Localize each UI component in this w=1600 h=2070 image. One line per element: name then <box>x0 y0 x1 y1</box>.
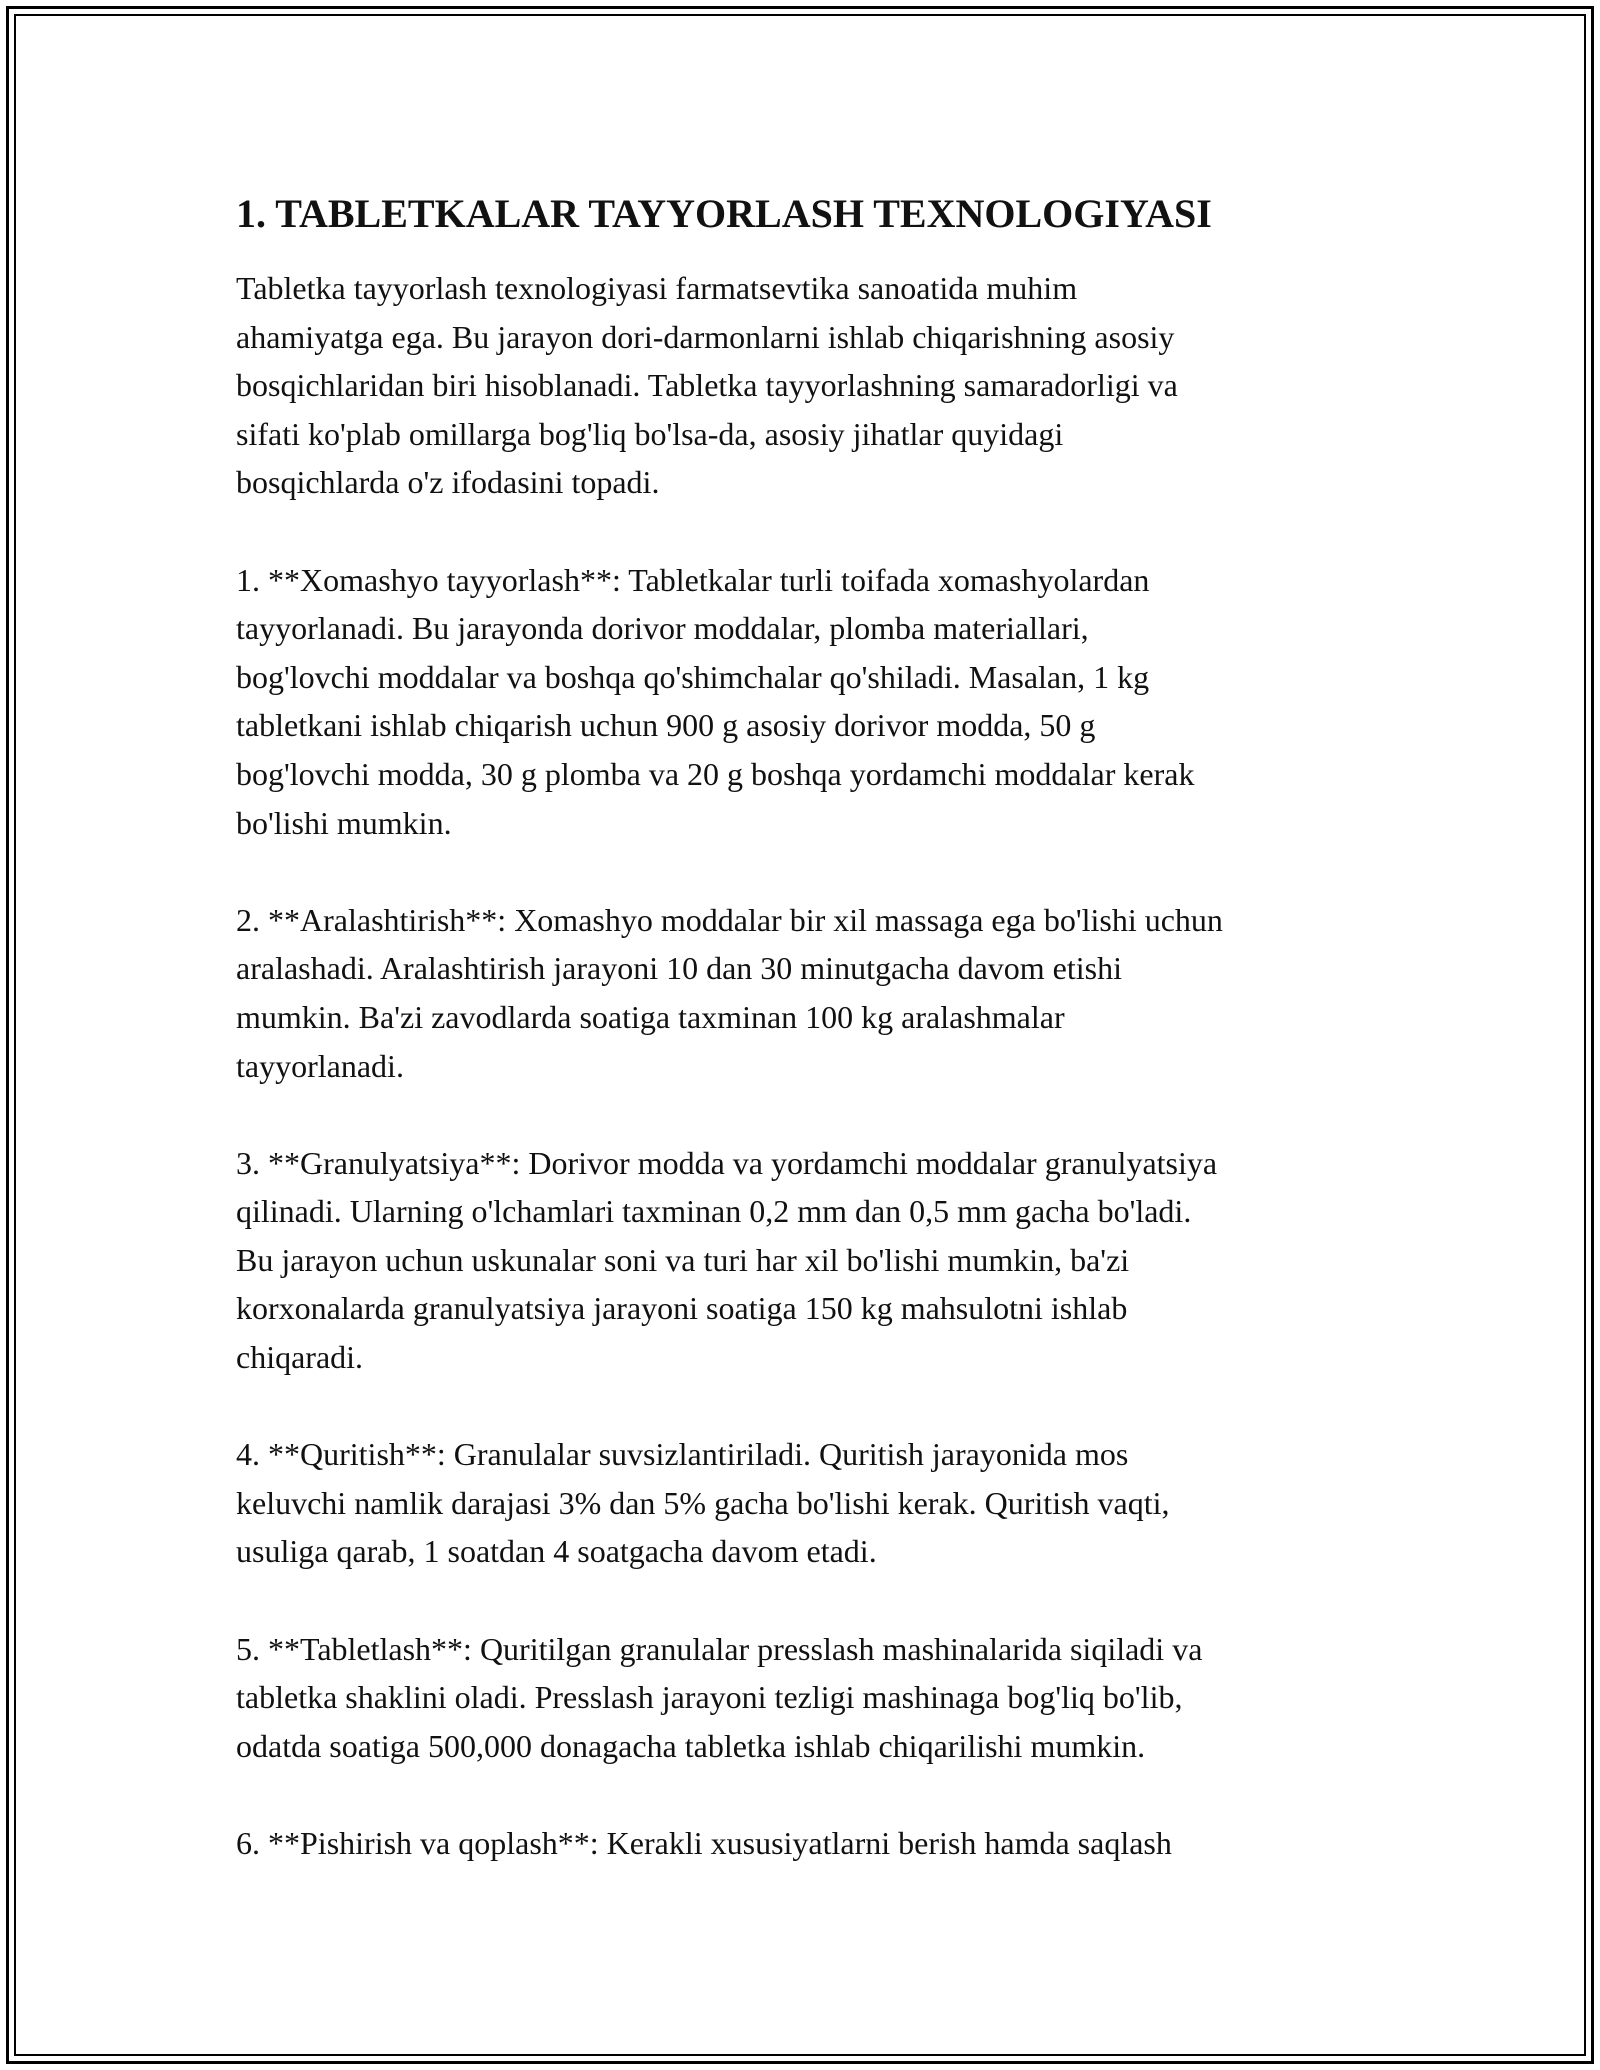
paragraph-line: bog'lovchi moddalar va boshqa qo'shimchalar qo'shiladi. Masalan, 1 kg <box>236 658 1150 695</box>
paragraph-line: bosqichlarda o'z ifodasini topadi. <box>236 464 660 501</box>
paragraph-line: 6. **Pishirish va qoplash**: Kerakli xususiyatlarni berish hamda saqlash <box>236 1825 1172 1861</box>
paragraph-line: 1. **Xomashyo tayyorlash**: Tabletkalar turli toifada xomashyolardan <box>236 561 1150 598</box>
paragraph-line: tabletka shaklini oladi. Presslash jarayoni tezligi mashinaga bog'liq bo'lib, <box>236 1679 1183 1716</box>
paragraph-line: ahamiyatga ega. Bu jarayon dori-darmonlarni ishlab chiqarishning asosiy <box>236 318 1175 355</box>
paragraph-line: 2. **Aralashtirish**: Xomashyo moddalar bir xil massaga ega bo'lishi uchun <box>236 901 1223 938</box>
paragraph-line: tabletkani ishlab chiqarish uchun 900 g asosiy dorivor modda, 50 g <box>236 707 1096 744</box>
paragraph-line: korxonalarda granulyatsiya jarayoni soatiga 150 kg mahsulotni ishlab <box>236 1290 1128 1327</box>
paragraph-line: odatda soatiga 500,000 donagacha tabletka ishlab chiqarilishi mumkin. <box>236 1727 1146 1764</box>
step-4-paragraph <box>236 1430 1386 1576</box>
document-body <box>236 186 1386 1916</box>
step-3-paragraph <box>236 1139 1386 1382</box>
paragraph-line: aralashadi. Aralashtirish jarayoni 10 dan 30 minutgacha davom etishi <box>236 950 1122 987</box>
paragraph-line: tayyorlanadi. <box>236 1047 404 1084</box>
step-1-paragraph <box>236 556 1386 848</box>
paragraph-line: 3. **Granulyatsiya**: Dorivor modda va yordamchi moddalar granulyatsiya <box>236 1144 1218 1181</box>
paragraph-line: 4. **Quritish**: Granulalar suvsizlantiriladi. Quritish jarayonida mos <box>236 1436 1129 1473</box>
paragraph-line: mumkin. Ba'zi zavodlarda soatiga taxminan 100 kg aralashmalar <box>236 998 1065 1035</box>
intro-paragraph <box>236 264 1386 507</box>
paragraph-line: bosqichlaridan biri hisoblanadi. Tabletka tayyorlashning samaradorligi va <box>236 367 1178 404</box>
paragraph-line: bog'lovchi modda, 30 g plomba va 20 g boshqa yordamchi moddalar kerak <box>236 755 1195 792</box>
step-5-paragraph <box>236 1625 1386 1771</box>
paragraph-line: 5. **Tabletlash**: Quritilgan granulalar presslash mashinalarida siqiladi va <box>236 1630 1203 1667</box>
paragraph-line: tayyorlanadi. Bu jarayonda dorivor moddalar, plomba materiallari, <box>236 610 1089 647</box>
paragraph-line: bo'lishi mumkin. <box>236 804 452 841</box>
paragraph-line: Bu jarayon uchun uskunalar soni va turi har xil bo'lishi mumkin, ba'zi <box>236 1241 1130 1278</box>
paragraph-line: chiqaradi. <box>236 1339 364 1376</box>
paragraph-line: qilinadi. Ularning o'lchamlari taxminan 0,2 mm dan 0,5 mm gacha bo'ladi. <box>236 1193 1192 1230</box>
step-6-paragraph <box>236 1819 1386 1868</box>
document-title: 1. TABLETKALAR TAYYORLASH TEXNOLOGIYASI <box>236 191 1212 236</box>
paragraph-line: keluvchi namlik darajasi 3% dan 5% gacha bo'lishi kerak. Quritish vaqti, <box>236 1484 1170 1521</box>
step-2-paragraph <box>236 896 1386 1090</box>
paragraph-line: Tabletka tayyorlash texnologiyasi farmatsevtika sanoatida muhim <box>236 270 1078 306</box>
paragraph-line: sifati ko'plab omillarga bog'liq bo'lsa-da, asosiy jihatlar quyidagi <box>236 415 1064 452</box>
paragraph-line: usuliga qarab, 1 soatdan 4 soatgacha davom etadi. <box>236 1533 877 1570</box>
